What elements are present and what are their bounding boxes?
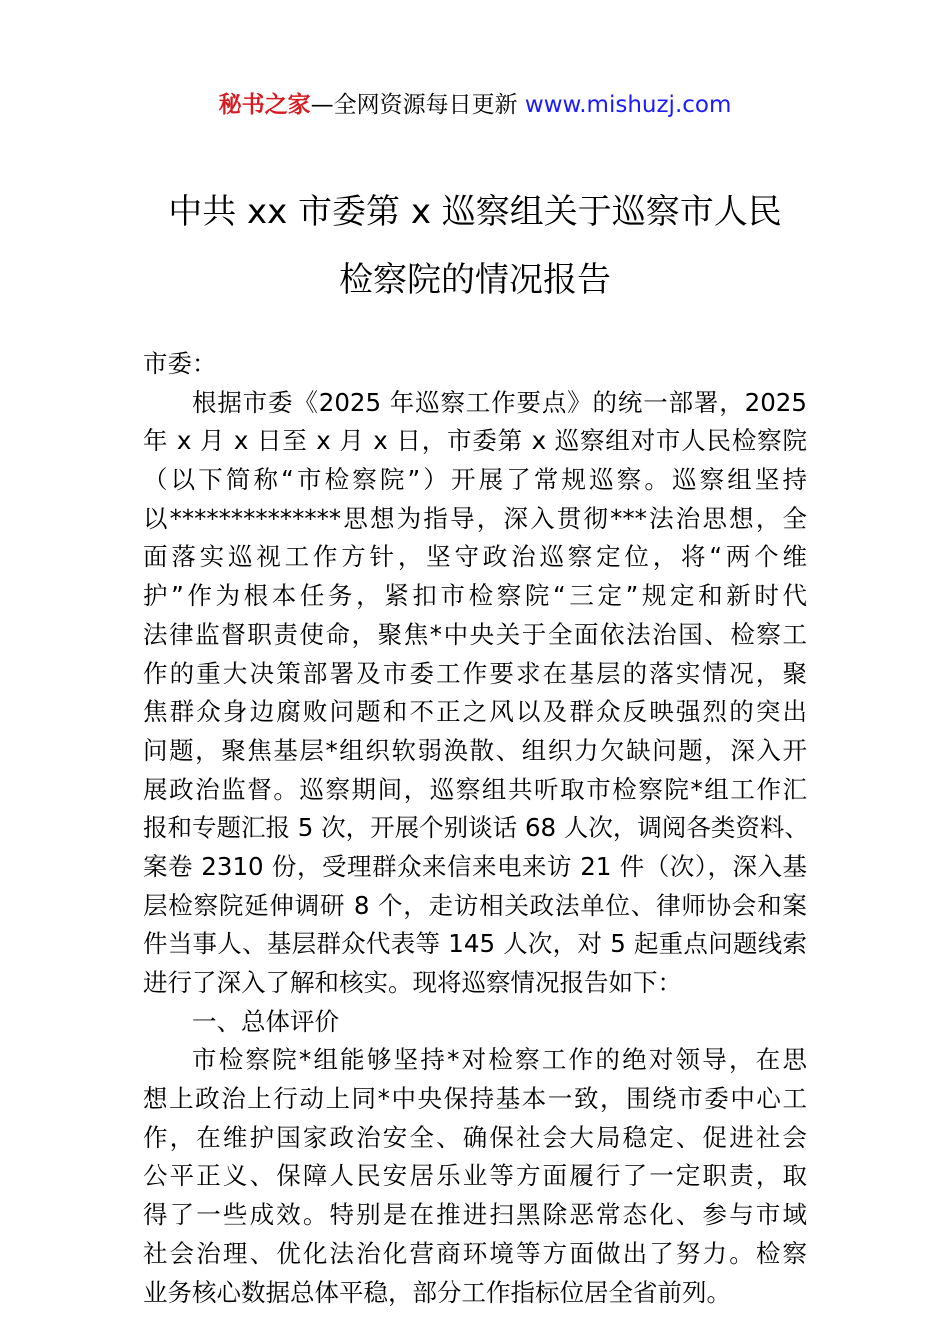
site-url-link[interactable]: www.mishuzj.com [524, 92, 732, 118]
paragraph-line: 件当事人、基层群众代表等 145 人次，对 5 起重点问题线索 [143, 929, 807, 959]
paragraph-line: 社会治理、优化法治化营商环境等方面做出了努力。检察 [143, 1238, 807, 1268]
document-title-line-1: 中共 xx 市委第 x 巡察组关于巡察市人民 [168, 192, 782, 232]
paragraph-line: 案卷 2310 份，受理群众来信来电来访 21 件（次），深入基 [143, 851, 807, 881]
paragraph-line: 以**************思想为指导，深入贯彻***法治思想，全 [143, 503, 807, 533]
paragraph-line: 护”作为根本任务，紧扣市检察院“三定”规定和新时代 [143, 581, 807, 611]
paragraph-line: 报和专题汇报 5 次，开展个别谈话 68 人次，调阅各类资料、 [143, 813, 809, 843]
paragraph-line: 根据市委《2025 年巡察工作要点》的统一部署，2025 [192, 387, 807, 417]
paragraph-line: 面落实巡视工作方针，坚守政治巡察定位，将“两个维 [143, 542, 807, 572]
paragraph-line: 展政治监督。巡察期间，巡察组共听取市检察院*组工作汇 [143, 774, 807, 804]
paragraph-line: 得了一些成效。特别是在推进扫黑除恶常态化、参与市域 [143, 1200, 807, 1230]
section-heading: 一、总体评价 [192, 1006, 339, 1036]
paragraph-line: 市检察院*组能够坚持*对检察工作的绝对领导，在思 [192, 1045, 807, 1075]
paragraph-line: 想上政治上行动上同*中央保持基本一致，围绕市委中心工 [143, 1084, 807, 1114]
site-header [0, 88, 950, 122]
paragraph-line: 法律监督职责使命，聚焦*中央关于全面依法治国、检察工 [143, 619, 807, 649]
paragraph-line: 作，在维护国家政治安全、确保社会大局稳定、促进社会 [143, 1122, 807, 1152]
paragraph-line: 进行了深入了解和核实。现将巡察情况报告如下： [143, 968, 682, 997]
paragraph-line: 年 x 月 x 日至 x 月 x 日，市委第 x 巡察组对市人民检察院 [143, 426, 807, 456]
paragraph-line: 焦群众身边腐败问题和不正之风以及群众反映强烈的突出 [143, 697, 807, 727]
salutation: 市委： [143, 349, 217, 378]
paragraph-line: 公平正义、保障人民安居乐业等方面履行了一定职责，取 [143, 1161, 807, 1191]
paragraph-line: 作的重大决策部署及市委工作要求在基层的落实情况，聚 [143, 658, 807, 688]
paragraph-line: 业务核心数据总体平稳，部分工作指标位居全省前列。 [143, 1277, 731, 1307]
site-tagline: —全网资源每日更新 [310, 92, 525, 118]
paragraph-line: 层检察院延伸调研 8 个，走访相关政法单位、律师协会和案 [143, 890, 807, 920]
document-body [143, 345, 807, 1312]
paragraph-line: （以下简称“市检察院”）开展了常规巡察。巡察组坚持 [143, 465, 807, 495]
paragraph-line: 问题，聚焦基层*组织软弱涣散、组织力欠缺问题，深入开 [143, 735, 807, 765]
document-title-line-2: 检察院的情况报告 [339, 260, 611, 300]
site-brand: 秘书之家 [218, 92, 311, 118]
